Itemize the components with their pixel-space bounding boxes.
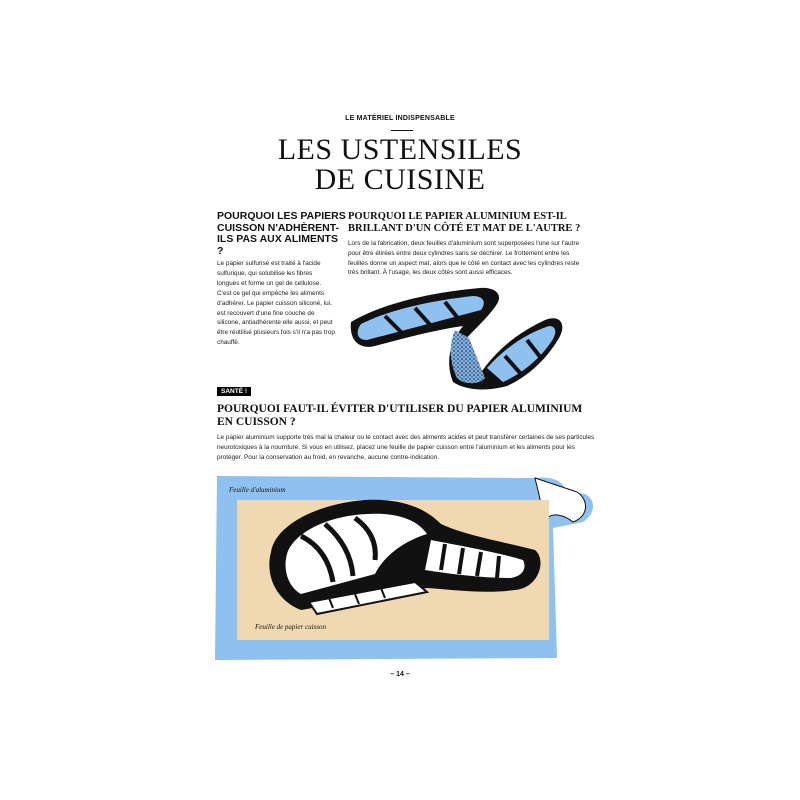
page-title-line-2: DE CUISINE xyxy=(314,163,486,196)
papier-cuisson-body: Le papier sulfurisé est traité à l'acide sulfurique, qui solubilise les fibres longues et forme un gel de cellulose. C'est ce gel qui empêche les aliments d'adhérer. Le papier cuisson siliconé, lui, est recouvert d'une fine couche de silicone, antiadhérente elle aussi, et peut être réutilisé plusieurs fois s'il n'a pas trop chauffé. xyxy=(217,260,335,347)
caption-aluminium: Feuille d'aluminium xyxy=(229,486,286,494)
sante-badge: SANTÉ ! xyxy=(217,387,251,396)
salmon-steak-illustration xyxy=(205,470,600,662)
page-title-line-1: LES USTENSILES xyxy=(277,133,523,166)
caption-papier-cuisson: Feuille de papier cuisson xyxy=(255,623,326,631)
aluminium-heading: POURQUOI LE PAPIER ALUMINIUM EST-IL BRILLANT D'UN CÔTÉ ET MAT DE L'AUTRE ? xyxy=(348,211,581,234)
papier-cuisson-heading: POURQUOI LES PAPIERS CUISSON N'ADHÈRENT-ILS PAS AUX ALIMENTS ? xyxy=(217,210,346,257)
page-title xyxy=(0,135,800,195)
kicker-divider xyxy=(391,130,413,131)
sante-heading: POURQUOI FAUT-IL ÉVITER D'UTILISER DU PAPIER ALUMINIUM EN CUISSON ? xyxy=(217,403,583,428)
sante-body: Le papier aluminium supporte très mal la chaleur ou le contact avec des aliments acides et peut transférer certaines de ses particules neurotoxiques à la nourriture. Si vous en utilisez, placez une feuille de papier cuisson entre l'aluminium et les aliments pour les protéger. Pour la conservation au froid, en revanche, aucune contre-indication. xyxy=(217,434,595,461)
foil-ribbon-illustration xyxy=(345,282,575,394)
page-number: – 14 – xyxy=(390,671,410,678)
aluminium-body: Lors de la fabrication, deux feuilles d'aluminium sont superposées l'une sur l'autre pour être étirées entre deux cylindres sans se déchirer. Le frottement entre les feuilles donne un aspect mat, alors que le côté en contact avec les cylindres reste très brillant. À l'usage, les deux côtés sont aussi efficaces. xyxy=(348,240,580,277)
section-kicker: LE MATÉRIEL INDISPENSABLE xyxy=(345,115,455,122)
